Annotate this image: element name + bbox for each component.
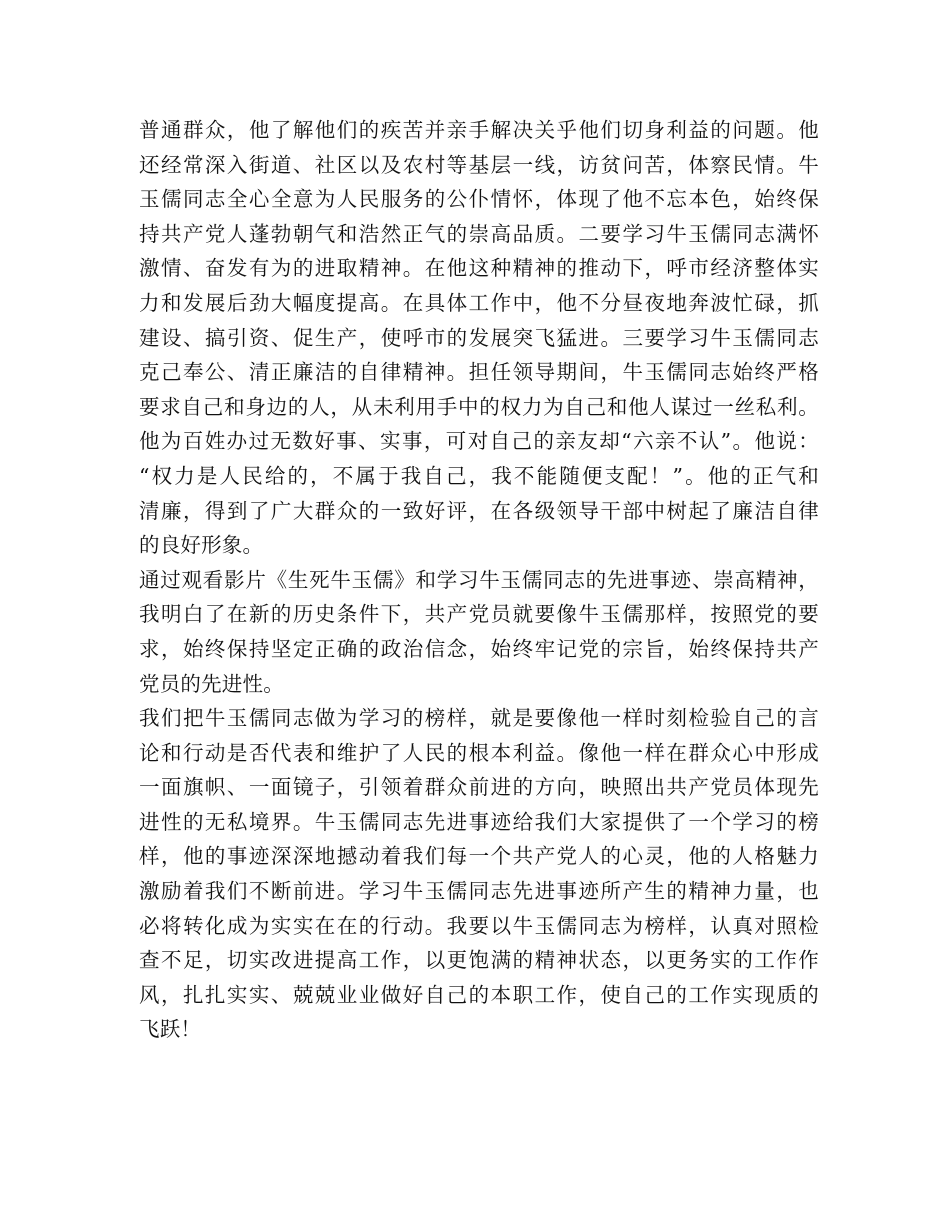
text-line: 必将转化成为实实在在的行动。我要以牛玉儒同志为榜样，认真对照检 xyxy=(139,913,819,938)
text-line: 论和行动是否代表和维护了人民的根本利益。像他一样在群众心中形成 xyxy=(139,740,819,765)
text-line: 我明白了在新的历史条件下，共产党员就要像牛玉儒那样，按照党的要 xyxy=(139,602,819,627)
text-line: 他为百姓办过无数好事、实事，可对自己的亲友却“六亲不认”。他说： xyxy=(139,429,819,454)
text-line: 持共产党人蓬勃朝气和浩然正气的崇高品质。二要学习牛玉儒同志满怀 xyxy=(139,221,819,246)
text-line: 激情、奋发有为的进取精神。在他这种精神的推动下，呼市经济整体实 xyxy=(139,256,819,281)
paragraph-3 xyxy=(139,701,819,1047)
paragraph-2 xyxy=(139,563,819,701)
text-line: 样，他的事迹深深地撼动着我们每一个共产党人的心灵，他的人格魅力 xyxy=(139,844,819,869)
text-line: 普通群众，他了解他们的疾苦并亲手解决关乎他们切身利益的问题。他 xyxy=(139,118,819,142)
text-line: 玉儒同志全心全意为人民服务的公仆情怀，体现了他不忘本色，始终保 xyxy=(139,187,819,212)
text-line: 还经常深入街道、社区以及农村等基层一线，访贫问苦，体察民情。牛 xyxy=(139,152,819,177)
text-line: 清廉，得到了广大群众的一致好评，在各级领导干部中树起了廉洁自律 xyxy=(139,498,819,523)
text-line: 克己奉公、清正廉洁的自律精神。担任领导期间，牛玉儒同志始终严格 xyxy=(139,360,819,385)
text-line: “权力是人民给的，不属于我自己，我不能随便支配！”。他的正气和 xyxy=(139,463,819,488)
text-line: 求，始终保持坚定正确的政治信念，始终牢记党的宗旨，始终保持共产 xyxy=(139,636,819,661)
text-line: 飞跃！ xyxy=(139,1017,202,1042)
text-line: 我们把牛玉儒同志做为学习的榜样，就是要像他一样时刻检验自己的言 xyxy=(139,706,819,731)
document-body xyxy=(139,113,819,1047)
paragraph-1 xyxy=(139,113,819,563)
text-line: 风，扎扎实实、兢兢业业做好自己的本职工作，使自己的工作实现质的 xyxy=(139,982,819,1007)
text-line: 力和发展后劲大幅度提高。在具体工作中，他不分昼夜地奔波忙碌，抓 xyxy=(139,290,819,315)
text-line: 党员的先进性。 xyxy=(139,671,284,696)
text-line: 要求自己和身边的人，从未利用手中的权力为自己和他人谋过一丝私利。 xyxy=(139,394,819,419)
text-line: 通过观看影片《生死牛玉儒》和学习牛玉儒同志的先进事迹、崇高精神， xyxy=(139,567,819,592)
text-line: 激励着我们不断前进。学习牛玉儒同志先进事迹所产生的精神力量，也 xyxy=(139,879,819,904)
text-line: 的良好形象。 xyxy=(139,533,264,558)
text-line: 建设、搞引资、促生产，使呼市的发展突飞猛进。三要学习牛玉儒同志 xyxy=(139,325,819,350)
text-line: 查不足，切实改进提高工作，以更饱满的精神状态，以更务实的工作作 xyxy=(139,948,819,973)
text-line: 一面旗帜、一面镜子，引领着群众前进的方向，映照出共产党员体现先 xyxy=(139,775,819,800)
text-line: 进性的无私境界。牛玉儒同志先进事迹给我们大家提供了一个学习的榜 xyxy=(139,809,819,834)
